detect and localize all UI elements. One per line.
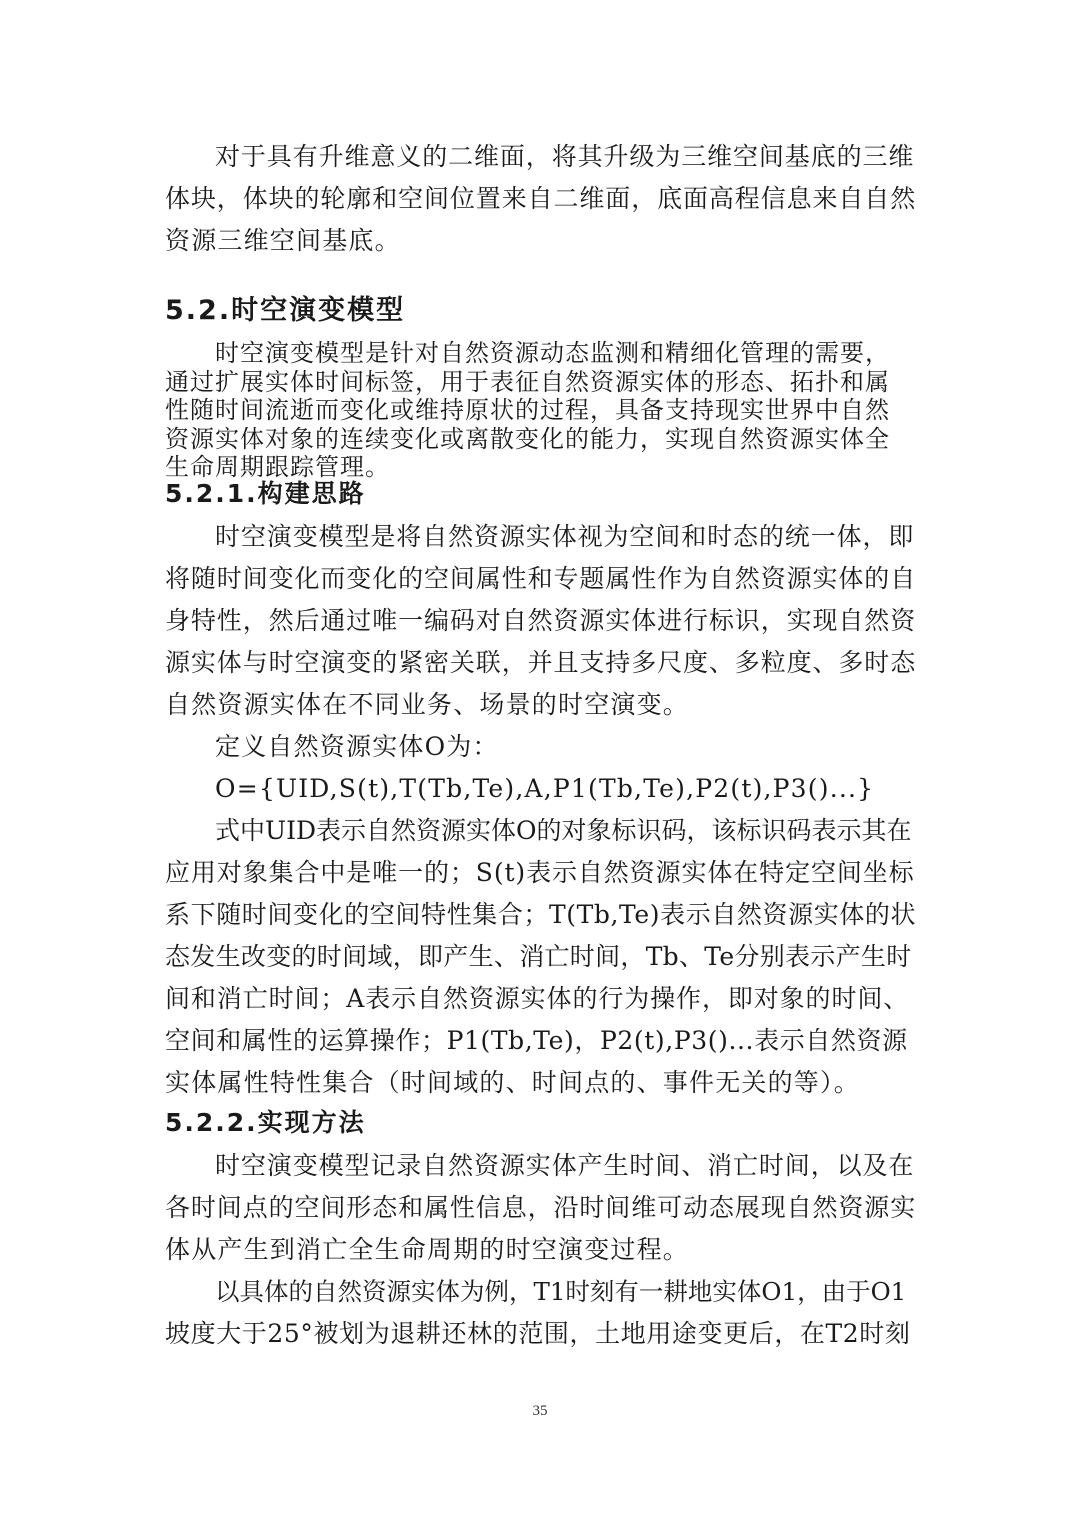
section-5-2-line-3: 性随时间流逝而变化或维持原状的过程，具备支持现实世界中自然 [165, 396, 890, 424]
section-5-2-2-line-1: 时空演变模型记录自然资源实体产生时间、消亡时间，以及在 [215, 1151, 915, 1180]
page-number: 35 [532, 1403, 548, 1419]
intro-line-1: 对于具有升维意义的二维面，将其升级为三维空间基底的三维 [215, 142, 915, 171]
section-5-2-line-4: 资源实体对象的连续变化或离散变化的能力，实现自然资源实体全 [165, 425, 890, 453]
section-5-2-1-line-2: 将随时间变化而变化的空间属性和专题属性作为自然资源实体的自 [165, 564, 917, 593]
section-5-2-line-2: 通过扩展实体时间标签，用于表征自然资源实体的形态、拓扑和属 [165, 368, 890, 396]
definition-line: 定义自然资源实体O为： [215, 732, 499, 761]
section-5-2-1-line-3: 身特性，然后通过唯一编码对自然资源实体进行标识，实现自然资 [165, 606, 917, 635]
section-5-2-1-line-8: 式中UID表示自然资源实体O的对象标识码，该标识码表示其在 [215, 816, 912, 845]
section-heading-5-2: 5.2.时空演变模型 [165, 295, 406, 326]
intro-line-2: 体块，体块的轮廓和空间位置来自二维面，底面高程信息来自自然 [165, 184, 917, 213]
section-5-2-1-line-11: 态发生改变的时间域，即产生、消亡时间，Tb、Te分别表示产生时 [165, 942, 912, 971]
section-5-2-1-line-1: 时空演变模型是将自然资源实体视为空间和时态的统一体，即 [215, 522, 915, 551]
section-5-2-2-line-4: 以具体的自然资源实体为例，T1时刻有一耕地实体O1，由于O1 [215, 1277, 907, 1306]
section-5-2-1-line-14: 实体属性特性集合（时间域的、时间点的、事件无关的等）。 [165, 1068, 860, 1097]
intro-line-3: 资源三维空间基底。 [165, 226, 401, 255]
formula-line: O={UID,S(t),T(Tb,Te),A,P1(Tb,Te),P2(t),P3()...} [215, 774, 875, 803]
section-5-2-2-line-2: 各时间点的空间形态和属性信息，沿时间维可动态展现自然资源实 [165, 1193, 917, 1222]
section-5-2-line-1: 时空演变模型是针对自然资源动态监测和精细化管理的需要， [215, 339, 890, 367]
section-5-2-1-line-4: 源实体与时空演变的紧密关联，并且支持多尺度、多粒度、多时态 [165, 648, 917, 677]
section-5-2-2-line-3: 体从产生到消亡全生命周期的时空演变过程。 [165, 1235, 690, 1264]
section-5-2-1-line-5: 自然资源实体在不同业务、场景的时空演变。 [165, 690, 690, 719]
section-5-2-2-line-5: 坡度大于25°被划为退耕还林的范围，土地用途变更后，在T2时刻 [165, 1319, 911, 1348]
section-5-2-1-line-9: 应用对象集合中是唯一的；S(t)表示自然资源实体在特定空间坐标 [165, 858, 915, 887]
section-5-2-1-line-10: 系下随时间变化的空间特性集合；T(Tb,Te)表示自然资源实体的状 [165, 900, 917, 929]
section-5-2-1-line-12: 间和消亡时间；A表示自然资源实体的行为操作，即对象的时间、 [165, 984, 910, 1013]
section-heading-5-2-1: 5.2.1.构建思路 [165, 479, 366, 508]
section-5-2-1-line-13: 空间和属性的运算操作；P1(Tb,Te)，P2(t),P3()...表示自然资源 [165, 1026, 908, 1055]
section-5-2-line-5: 生命周期跟踪管理。 [165, 453, 390, 481]
section-heading-5-2-2: 5.2.2.实现方法 [165, 1108, 366, 1137]
